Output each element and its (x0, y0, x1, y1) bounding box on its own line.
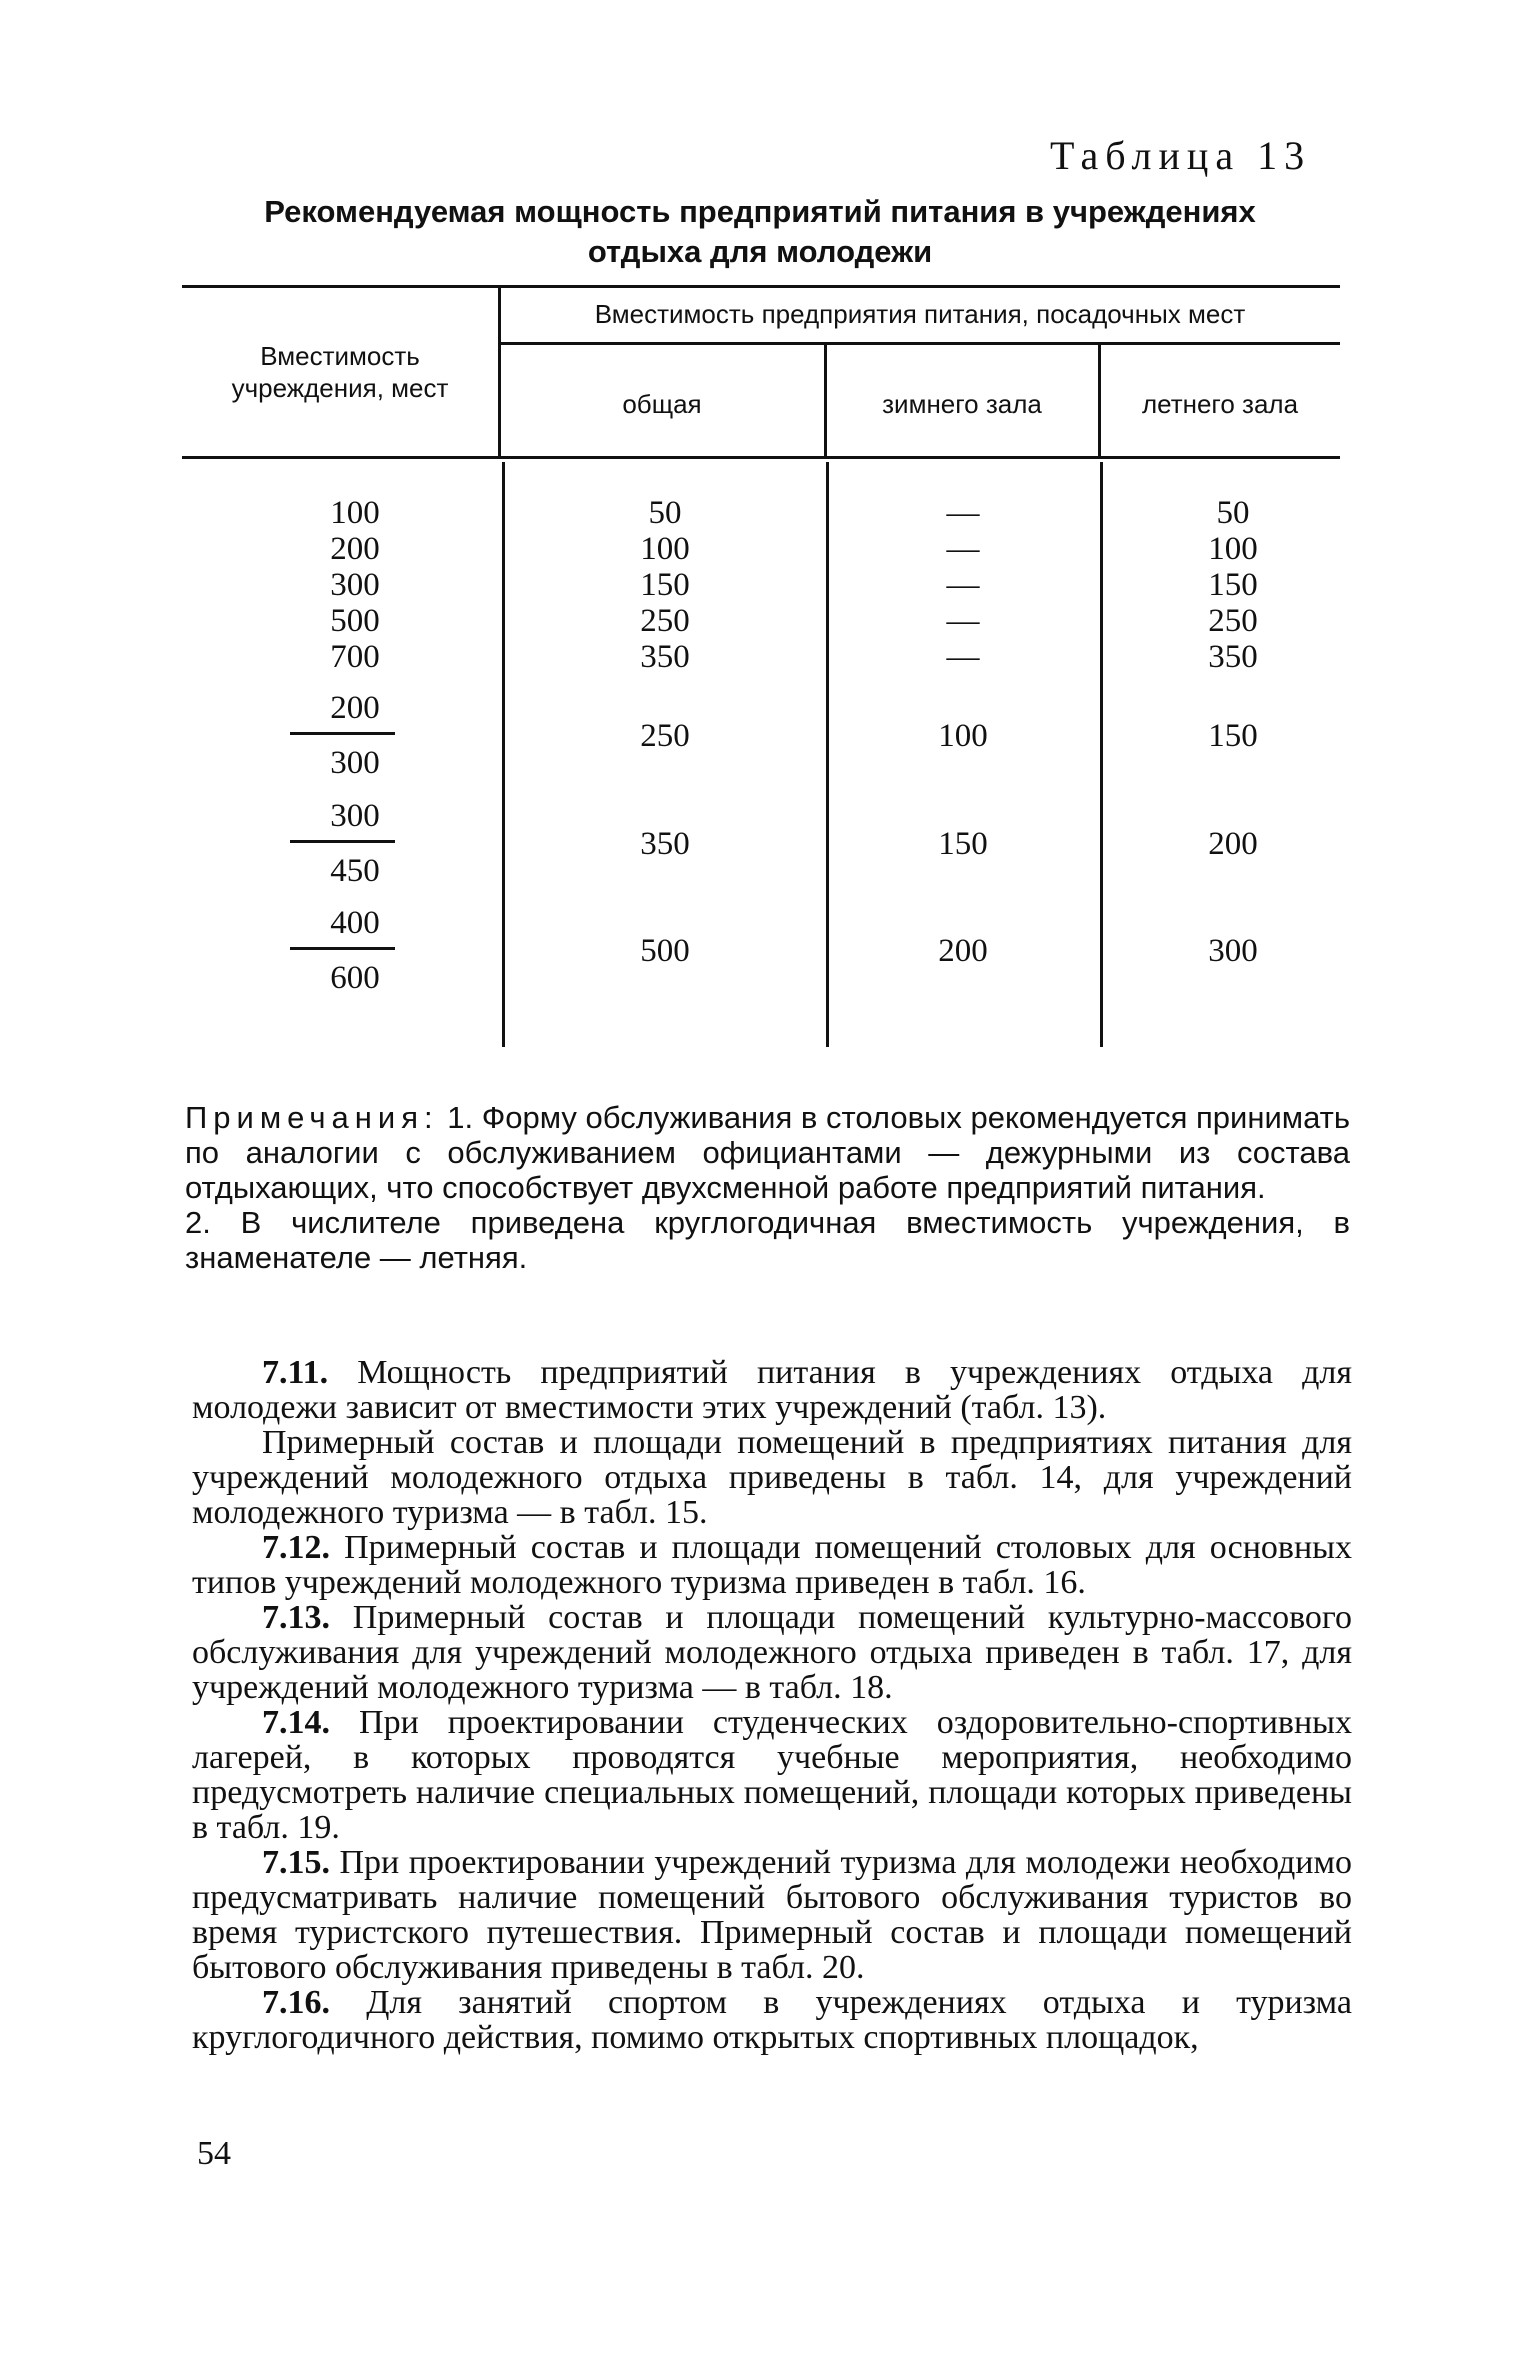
body-divider-3 (1100, 462, 1103, 1047)
paragraph: 7.11. Мощность предприятий питания в учреждениях отдыха для молодежи зависит от вместимости этих учреждений (табл. 13). (192, 1354, 1353, 1426)
table-notes (185, 1100, 1350, 1275)
note-1: Примечания: 1. Форму обслуживания в столовых рекомендуется принимать по аналогии с обслуживанием официантами — дежурными из состава отдыхающих, что способствует двухсменной работе предприятий питания. (185, 1100, 1350, 1205)
header-bottom-rule (182, 456, 1340, 459)
header-summer: летнего зала (1141, 389, 1299, 419)
group-header-rule (500, 342, 1340, 345)
body-divider-1 (502, 462, 505, 1047)
header-total: общая (622, 389, 702, 419)
paragraph: 7.14. При проектировании студенческих оздоровительно-спортивных лагерей, в которых проводятся учебные мероприятия, необходимо предусмотреть наличие специальных помещений, площади которых приведены в табл. 19. (192, 1704, 1352, 1846)
table-title-line1: Рекомендуемая мощность предприятий питания в учреждениях (264, 194, 1256, 229)
note-2: 2. В числителе приведена круглогодичная вместимость учреждения, в знаменателе — летняя. (185, 1205, 1350, 1275)
paragraph: 7.16. Для занятий спортом в учреждениях отдыха и туризма круглогодичного действия, помимо открытых спортивных площадок, (192, 1984, 1353, 2056)
header-group: Вместимость предприятия питания, посадочных мест (594, 299, 1246, 329)
capacity-numerator: 300 (330, 798, 380, 834)
header-capacity: Вместимость учреждения, мест (231, 341, 449, 403)
table-title (160, 192, 1360, 272)
header-winter: зимнего зала (882, 389, 1042, 419)
capacity-denominator: 300 (330, 745, 380, 781)
fraction-bar (290, 732, 395, 735)
body-text (192, 1355, 1352, 2055)
capacity-denominator: 450 (330, 853, 380, 889)
capacity-denominator: 600 (330, 960, 380, 996)
paragraph: 7.12. Примерный состав и площади помещений столовых для основных типов учреждений молодежного туризма приведен в табл. 16. (192, 1529, 1353, 1601)
paragraph: 7.13. Примерный состав и площади помещений культурно-массового обслуживания для учреждений молодежного отдыха приведен в табл. 17, для учреждений молодежного туризма — в табл. 18. (192, 1599, 1353, 1706)
capacity-numerator: 200 (330, 690, 380, 726)
page-number: 54 (197, 2135, 231, 2172)
fraction-bar (290, 840, 395, 843)
table-top-rule (182, 285, 1340, 288)
notes-label: Примечания: (185, 1100, 439, 1135)
paragraph: 7.15. При проектировании учреждений туризма для молодежи необходимо предусматривать наличие помещений бытового обслуживания туристов во время туристского путешествия. Примерный состав и площади помещений бытового обслуживания приведены в табл. 20. (192, 1844, 1352, 1986)
paragraph: Примерный состав и площади помещений в предприятиях питания для учреждений молодежного отдыха приведены в табл. 14, для учреждений молодежного туризма — в табл. 15. (192, 1424, 1352, 1531)
capacity-numerator: 400 (330, 905, 380, 941)
table-title-line2: отдыха для молодежи (587, 234, 933, 269)
fraction-bar (290, 947, 395, 950)
table-label: Таблица 13 (1050, 133, 1312, 178)
body-divider-2 (826, 462, 829, 1047)
